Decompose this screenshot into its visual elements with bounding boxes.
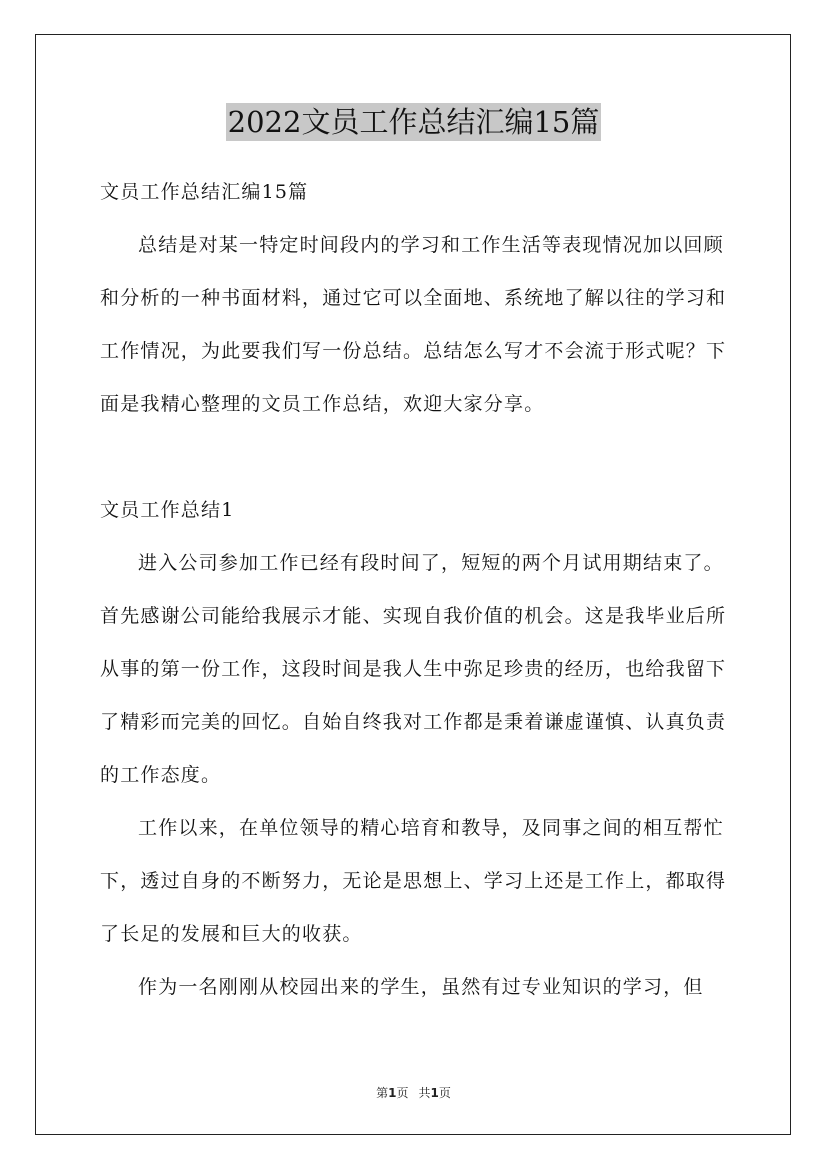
total-pages: 1: [430, 1086, 439, 1100]
total-suffix: 页: [438, 1086, 451, 1100]
body-paragraph-1: 进入公司参加工作已经有段时间了，短短的两个月试用期结束了。首先感谢公司能给我展示才能、实现自我价值的机会。这是我毕业后所从事的第一份工作，这段时间是我人生中弥足珍贵的经历，也给我留下了精彩而完美的回忆。自始自终我对工作都是秉着谦虚谨慎、认真负责的工作态度。: [100, 552, 727, 786]
body-paragraph-3: 作为一名刚刚从校园出来的学生，虽然有过专业知识的学习，但: [138, 976, 704, 998]
blank-line: [100, 431, 740, 484]
section-heading: 文员工作总结1: [100, 499, 235, 521]
document-body: [100, 166, 740, 1014]
page-label-suffix: 页: [396, 1086, 409, 1100]
title-container: [0, 103, 827, 141]
body-paragraph-2: 工作以来，在单位领导的精心培育和教导，及同事之间的相互帮忙下，透过自身的不断努力，无论是思想上、学习上还是工作上，都取得了长足的发展和巨大的收获。: [100, 817, 727, 945]
page-footer: [0, 1084, 827, 1101]
total-prefix: 共: [418, 1086, 431, 1100]
page-number: 1: [388, 1086, 397, 1100]
intro-paragraph: 总结是对某一特定时间段内的学习和工作生活等表现情况加以回顾和分析的一种书面材料，通过它可以全面地、系统地了解以往的学习和工作情况，为此要我们写一份总结。总结怎么写才不会流于形式呢？下面是我精心整理的文员工作总结，欢迎大家分享。: [100, 234, 727, 415]
page-label-prefix: 第: [376, 1086, 389, 1100]
document-title: 2022文员工作总结汇编15篇: [227, 105, 600, 139]
document-subtitle: 文员工作总结汇编15篇: [100, 181, 309, 203]
